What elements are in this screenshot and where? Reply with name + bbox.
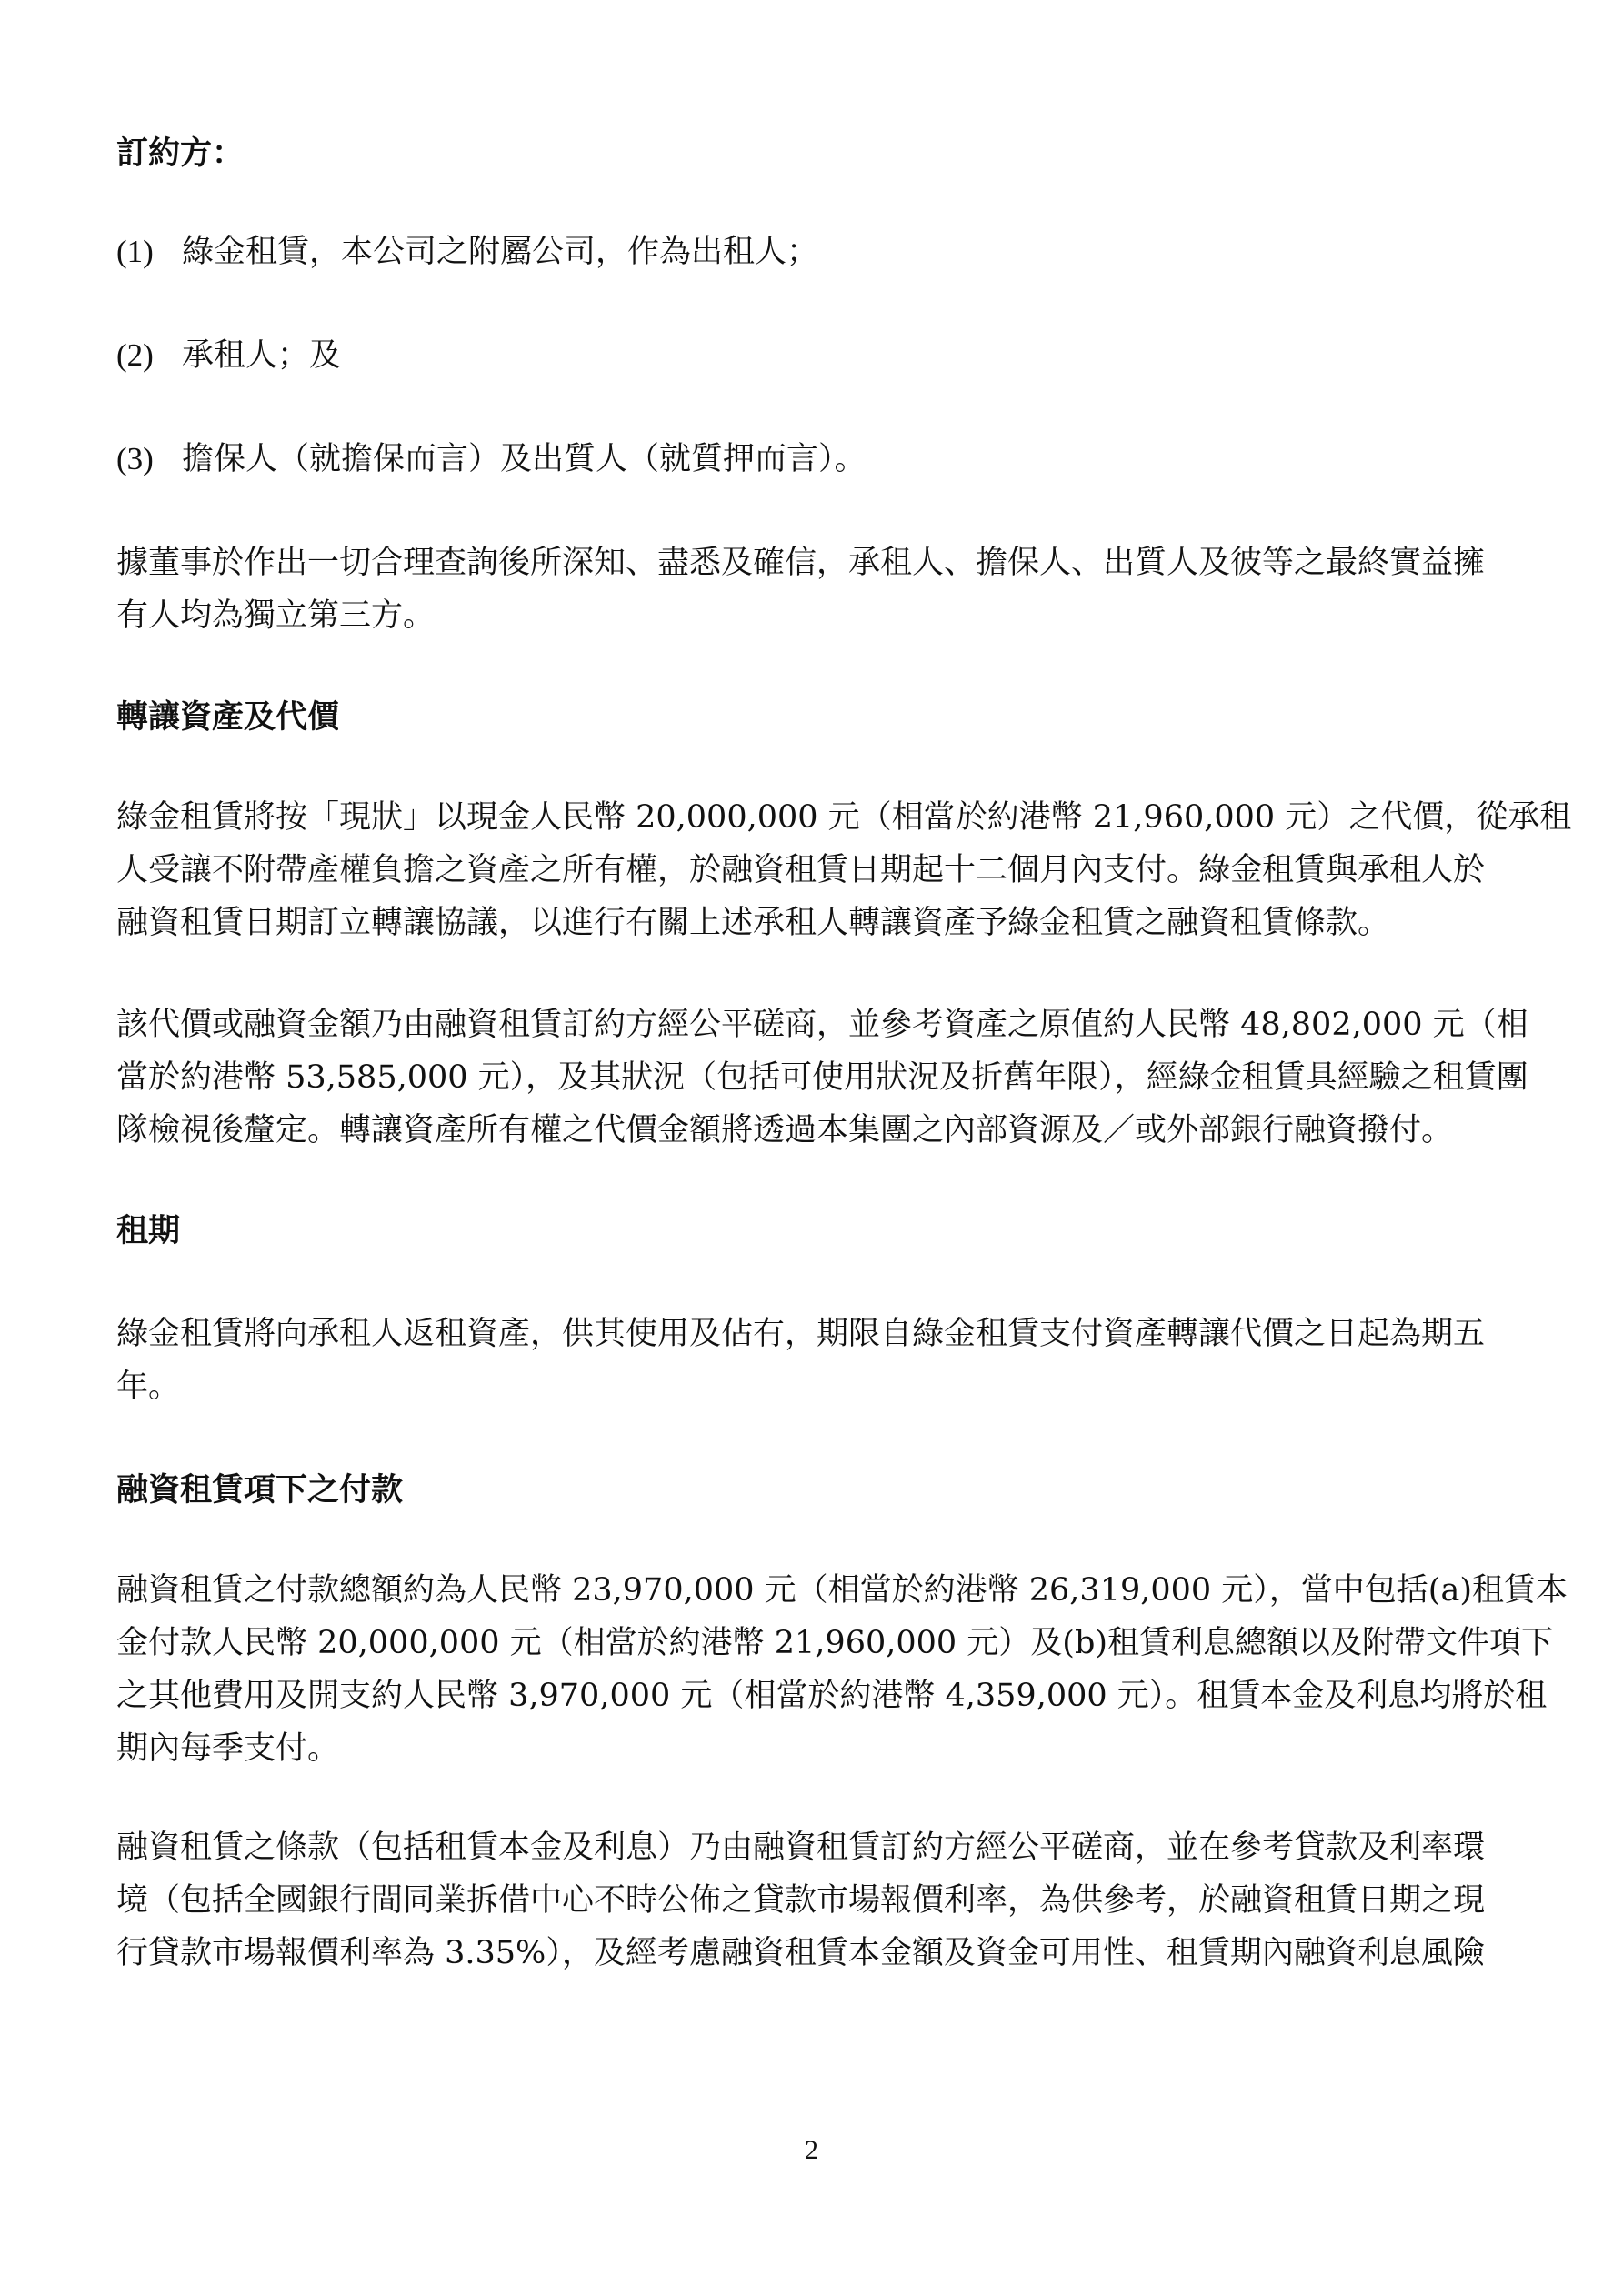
- paragraph-line: 綠金租賃將向承租人返租資產，供其使用及佔有，期限自綠金租賃支付資產轉讓代價之日起為期五: [116, 1316, 1486, 1352]
- parties-heading: [116, 127, 1517, 180]
- paragraph-line: 融資租賃日期訂立轉讓協議，以進行有關上述承租人轉讓資產予綠金租賃之融資租賃條款。: [116, 905, 1390, 941]
- party-item-2: [116, 329, 1517, 382]
- payments-paragraph-2: [116, 1821, 1517, 1980]
- transfer-heading: [116, 691, 1517, 744]
- paragraph-line: 綠金租賃將按「現狀」以現金人民幣 20,000,000 元（相當於約港幣 21,960,000 元）之代價，從承租: [116, 799, 1572, 836]
- page-number: 2: [805, 2135, 818, 2165]
- transfer-heading-text: 轉讓資產及代價: [116, 699, 340, 736]
- paragraph-line: 行貸款市場報價利率為 3.35%），及經考慮融資租賃本金額及資金可用性、租賃期內融資利息風險: [116, 1935, 1485, 1971]
- party-item-3: [116, 433, 1517, 486]
- party-item-text: 擔保人（就擔保而言）及出質人（就質押而言）。: [182, 441, 867, 477]
- paragraph-line: 融資租賃之付款總額約為人民幣 23,970,000 元（相當於約港幣 26,319,000 元），當中包括(a)租賃本: [116, 1572, 1568, 1609]
- term-heading-text: 租期: [116, 1213, 181, 1249]
- paragraph-line: 境（包括全國銀行間同業拆借中心不時公佈之貸款市場報價利率，為供參考，於融資租賃日期之現: [116, 1882, 1486, 1919]
- paragraph-line: 之其他費用及開支約人民幣 3,970,000 元（相當於約港幣 4,359,000 元）。租賃本金及利息均將於租: [116, 1678, 1548, 1714]
- paragraph-line: 期內每季支付。: [116, 1730, 340, 1767]
- transfer-paragraph-1: [116, 791, 1572, 949]
- paragraph-line: 有人均為獨立第三方。: [116, 597, 436, 634]
- paragraph-line: 人受讓不附帶產權負擔之資產之所有權，於融資租賃日期起十二個月內支付。綠金租賃與承租人於: [116, 852, 1486, 888]
- parties-heading-text: 訂約方：: [116, 135, 245, 172]
- paragraph-line: 金付款人民幣 20,000,000 元（相當於約港幣 21,960,000 元）及(b)租賃利息總額以及附帶文件項下: [116, 1625, 1554, 1661]
- payments-paragraph-1: [116, 1564, 1568, 1775]
- party-item-number: (3): [116, 441, 154, 476]
- paragraph-line: 該代價或融資金額乃由融資租賃訂約方經公平磋商，並參考資產之原值約人民幣 48,802,000 元（相: [116, 1007, 1528, 1043]
- party-item-number: (1): [116, 234, 154, 269]
- paragraph-line: 據董事於作出一切合理查詢後所深知、盡悉及確信，承租人、擔保人、出質人及彼等之最終實益擁: [116, 545, 1486, 581]
- independence-paragraph: [116, 536, 1517, 642]
- party-item-1: [116, 226, 1517, 278]
- paragraph-line: 隊檢視後釐定。轉讓資產所有權之代價金額將透過本集團之內部資源及／或外部銀行融資撥付。: [116, 1112, 1454, 1148]
- term-paragraph: [116, 1308, 1517, 1413]
- payments-heading: [116, 1464, 1517, 1517]
- paragraph-line: 融資租賃之條款（包括租賃本金及利息）乃由融資租賃訂約方經公平磋商，並在參考貸款及利率環: [116, 1830, 1486, 1866]
- party-item-number: (2): [116, 337, 154, 373]
- paragraph-line: 當於約港幣 53,585,000 元），及其狀況（包括可使用狀況及折舊年限），經綠金租賃具經驗之租賃團: [116, 1059, 1528, 1096]
- party-item-text: 承租人；及: [182, 337, 342, 374]
- paragraph-line: 年。: [116, 1369, 181, 1405]
- payments-heading-text: 融資租賃項下之付款: [116, 1472, 404, 1509]
- transfer-paragraph-2: [116, 998, 1528, 1157]
- term-heading: [116, 1205, 1517, 1258]
- party-item-text: 綠金租賃，本公司之附屬公司，作為出租人；: [182, 234, 819, 270]
